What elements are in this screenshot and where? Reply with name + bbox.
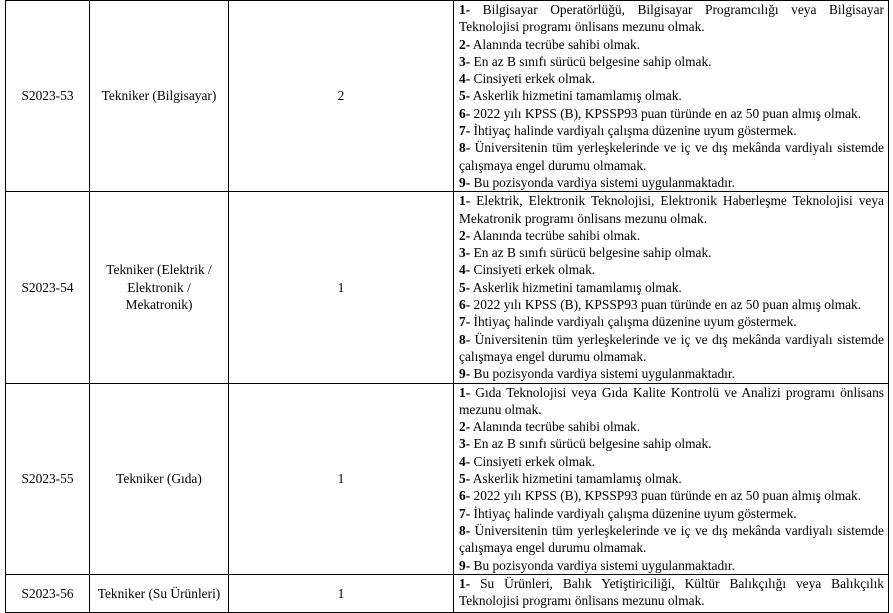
requirement-item xyxy=(459,435,884,452)
position-quantity: 2 xyxy=(229,1,454,192)
requirement-number: 3- xyxy=(459,245,471,261)
requirement-number: 4- xyxy=(459,262,471,278)
positions-table-body xyxy=(6,1,889,613)
position-title: Tekniker (Su Ürünleri) xyxy=(90,574,229,612)
requirement-text: Bu pozisyonda vardiya sistemi uygulanmaktadır. xyxy=(473,366,735,382)
table-row xyxy=(6,192,889,383)
requirement-number: 8- xyxy=(459,140,471,156)
requirements-list xyxy=(454,574,889,612)
requirement-text: Bu pozisyonda vardiya sistemi uygulanmaktadır. xyxy=(473,174,735,190)
requirement-text: İhtiyaç halinde vardiyalı çalışma düzenine uyum göstermek. xyxy=(473,314,797,330)
requirements-list xyxy=(454,192,889,383)
requirement-item xyxy=(459,227,884,244)
requirement-item xyxy=(459,505,884,522)
requirement-text: Alanında tecrübe sahibi olmak. xyxy=(472,36,641,52)
requirement-number: 6- xyxy=(459,105,471,121)
requirement-item xyxy=(459,192,884,227)
requirement-text: 2022 yılı KPSS (B), KPSSP93 puan türünde en az 50 puan almış olmak. xyxy=(473,297,862,313)
requirement-number: 9- xyxy=(459,557,471,573)
requirement-item xyxy=(459,105,884,122)
requirement-text: En az B sınıfı sürücü belgesine sahip olmak. xyxy=(473,245,712,261)
requirement-item xyxy=(459,575,884,610)
position-quantity: 1 xyxy=(229,574,454,612)
requirement-text: Cinsiyeti erkek olmak. xyxy=(473,262,596,278)
requirement-item xyxy=(459,557,884,574)
requirement-text: Askerlik hizmetini tamamlamış olmak. xyxy=(472,88,682,104)
requirement-number: 6- xyxy=(459,297,471,313)
requirement-text: İhtiyaç halinde vardiyalı çalışma düzenine uyum göstermek. xyxy=(473,123,797,139)
requirement-text: Gıda Teknolojisi veya Gıda Kalite Kontrolü ve Analizi programı önlisans mezunu olmak. xyxy=(459,384,884,417)
position-code: S2023-55 xyxy=(6,383,90,574)
requirement-number: 2- xyxy=(459,227,471,243)
requirement-item xyxy=(459,70,884,87)
requirement-item xyxy=(459,418,884,435)
requirement-item xyxy=(459,365,884,382)
requirement-text: En az B sınıfı sürücü belgesine sahip olmak. xyxy=(473,436,712,452)
requirement-item xyxy=(459,53,884,70)
requirement-number: 2- xyxy=(459,36,471,52)
requirement-number: 6- xyxy=(459,488,471,504)
position-title: Tekniker (Elektrik / Elektronik / Mekatronik) xyxy=(90,192,229,383)
requirement-number: 1- xyxy=(459,384,471,400)
requirement-number: 5- xyxy=(459,279,471,295)
table-row xyxy=(6,574,889,612)
requirement-text: İhtiyaç halinde vardiyalı çalışma düzenine uyum göstermek. xyxy=(473,505,797,521)
requirement-item xyxy=(459,244,884,261)
requirement-number: 1- xyxy=(459,193,471,209)
requirement-item xyxy=(459,139,884,174)
requirement-number: 7- xyxy=(459,314,471,330)
requirement-item xyxy=(459,313,884,330)
requirement-number: 4- xyxy=(459,453,471,469)
requirement-text: Üniversitenin tüm yerleşkelerinde ve iç ve dış mekânda vardiyalı sistemde çalışmaya engel durumu olmamak. xyxy=(459,331,884,364)
requirement-text: Askerlik hizmetini tamamlamış olmak. xyxy=(472,471,682,487)
positions-table xyxy=(5,0,889,613)
requirement-number: 8- xyxy=(459,522,471,538)
position-code: S2023-54 xyxy=(6,192,90,383)
requirement-text: Cinsiyeti erkek olmak. xyxy=(473,453,596,469)
requirement-item xyxy=(459,122,884,139)
requirement-text: Üniversitenin tüm yerleşkelerinde ve iç ve dış mekânda vardiyalı sistemde çalışmaya engel durumu olmamak. xyxy=(459,140,884,173)
requirement-number: 8- xyxy=(459,331,471,347)
requirement-item xyxy=(459,384,884,419)
requirement-item xyxy=(459,1,884,36)
position-quantity: 1 xyxy=(229,192,454,383)
requirements-list xyxy=(454,383,889,574)
requirement-text: Elektrik, Elektronik Teknolojisi, Elektronik Haberleşme Teknolojisi veya Mekatronik programı önlisans mezunu olmak. xyxy=(459,193,884,226)
requirement-item xyxy=(459,453,884,470)
requirement-number: 1- xyxy=(459,2,471,17)
position-quantity: 1 xyxy=(229,383,454,574)
table-row xyxy=(6,1,889,192)
requirement-text: 2022 yılı KPSS (B), KPSSP93 puan türünde en az 50 puan almış olmak. xyxy=(473,105,862,121)
requirement-number: 9- xyxy=(459,366,471,382)
requirement-number: 1- xyxy=(459,575,471,591)
requirement-item xyxy=(459,296,884,313)
requirement-number: 7- xyxy=(459,505,471,521)
requirement-item xyxy=(459,174,884,191)
requirement-number: 2- xyxy=(459,419,471,435)
requirement-item xyxy=(459,36,884,53)
requirement-number: 7- xyxy=(459,123,471,139)
requirement-item xyxy=(459,487,884,504)
position-code: S2023-53 xyxy=(6,1,90,192)
position-title: Tekniker (Gıda) xyxy=(90,383,229,574)
requirement-number: 5- xyxy=(459,471,471,487)
requirement-text: Üniversitenin tüm yerleşkelerinde ve iç ve dış mekânda vardiyalı sistemde çalışmaya engel durumu olmamak. xyxy=(459,522,884,556)
requirement-text: Su Ürünleri, Balık Yetiştiriciliği, Kültür Balıkçılığı veya Balıkçılık Teknolojisi programı önlisans mezunu olmak. xyxy=(459,575,884,609)
requirements-list xyxy=(454,1,889,192)
requirement-item xyxy=(459,522,884,557)
requirement-text: Alanında tecrübe sahibi olmak. xyxy=(472,227,641,243)
requirement-number: 3- xyxy=(459,436,471,452)
requirement-text: Askerlik hizmetini tamamlamış olmak. xyxy=(472,279,682,295)
requirement-number: 9- xyxy=(459,174,471,190)
requirement-item xyxy=(459,470,884,487)
table-row xyxy=(6,383,889,574)
requirement-item xyxy=(459,261,884,278)
requirement-item xyxy=(459,87,884,104)
requirement-number: 4- xyxy=(459,71,471,87)
requirement-item xyxy=(459,331,884,366)
requirement-text: 2022 yılı KPSS (B), KPSSP93 puan türünde en az 50 puan almış olmak. xyxy=(473,488,862,504)
requirement-number: 3- xyxy=(459,53,471,69)
requirement-text: Alanında tecrübe sahibi olmak. xyxy=(472,419,641,435)
position-title: Tekniker (Bilgisayar) xyxy=(90,1,229,192)
requirement-item xyxy=(459,279,884,296)
position-code: S2023-56 xyxy=(6,574,90,612)
requirement-text: Bilgisayar Operatörlüğü, Bilgisayar Programcılığı veya Bilgisayar Teknolojisi programı önlisans mezunu olmak. xyxy=(459,2,884,35)
requirement-text: En az B sınıfı sürücü belgesine sahip olmak. xyxy=(473,53,712,69)
requirement-text: Cinsiyeti erkek olmak. xyxy=(473,71,596,87)
requirement-number: 5- xyxy=(459,88,471,104)
requirement-text: Bu pozisyonda vardiya sistemi uygulanmaktadır. xyxy=(473,557,735,573)
